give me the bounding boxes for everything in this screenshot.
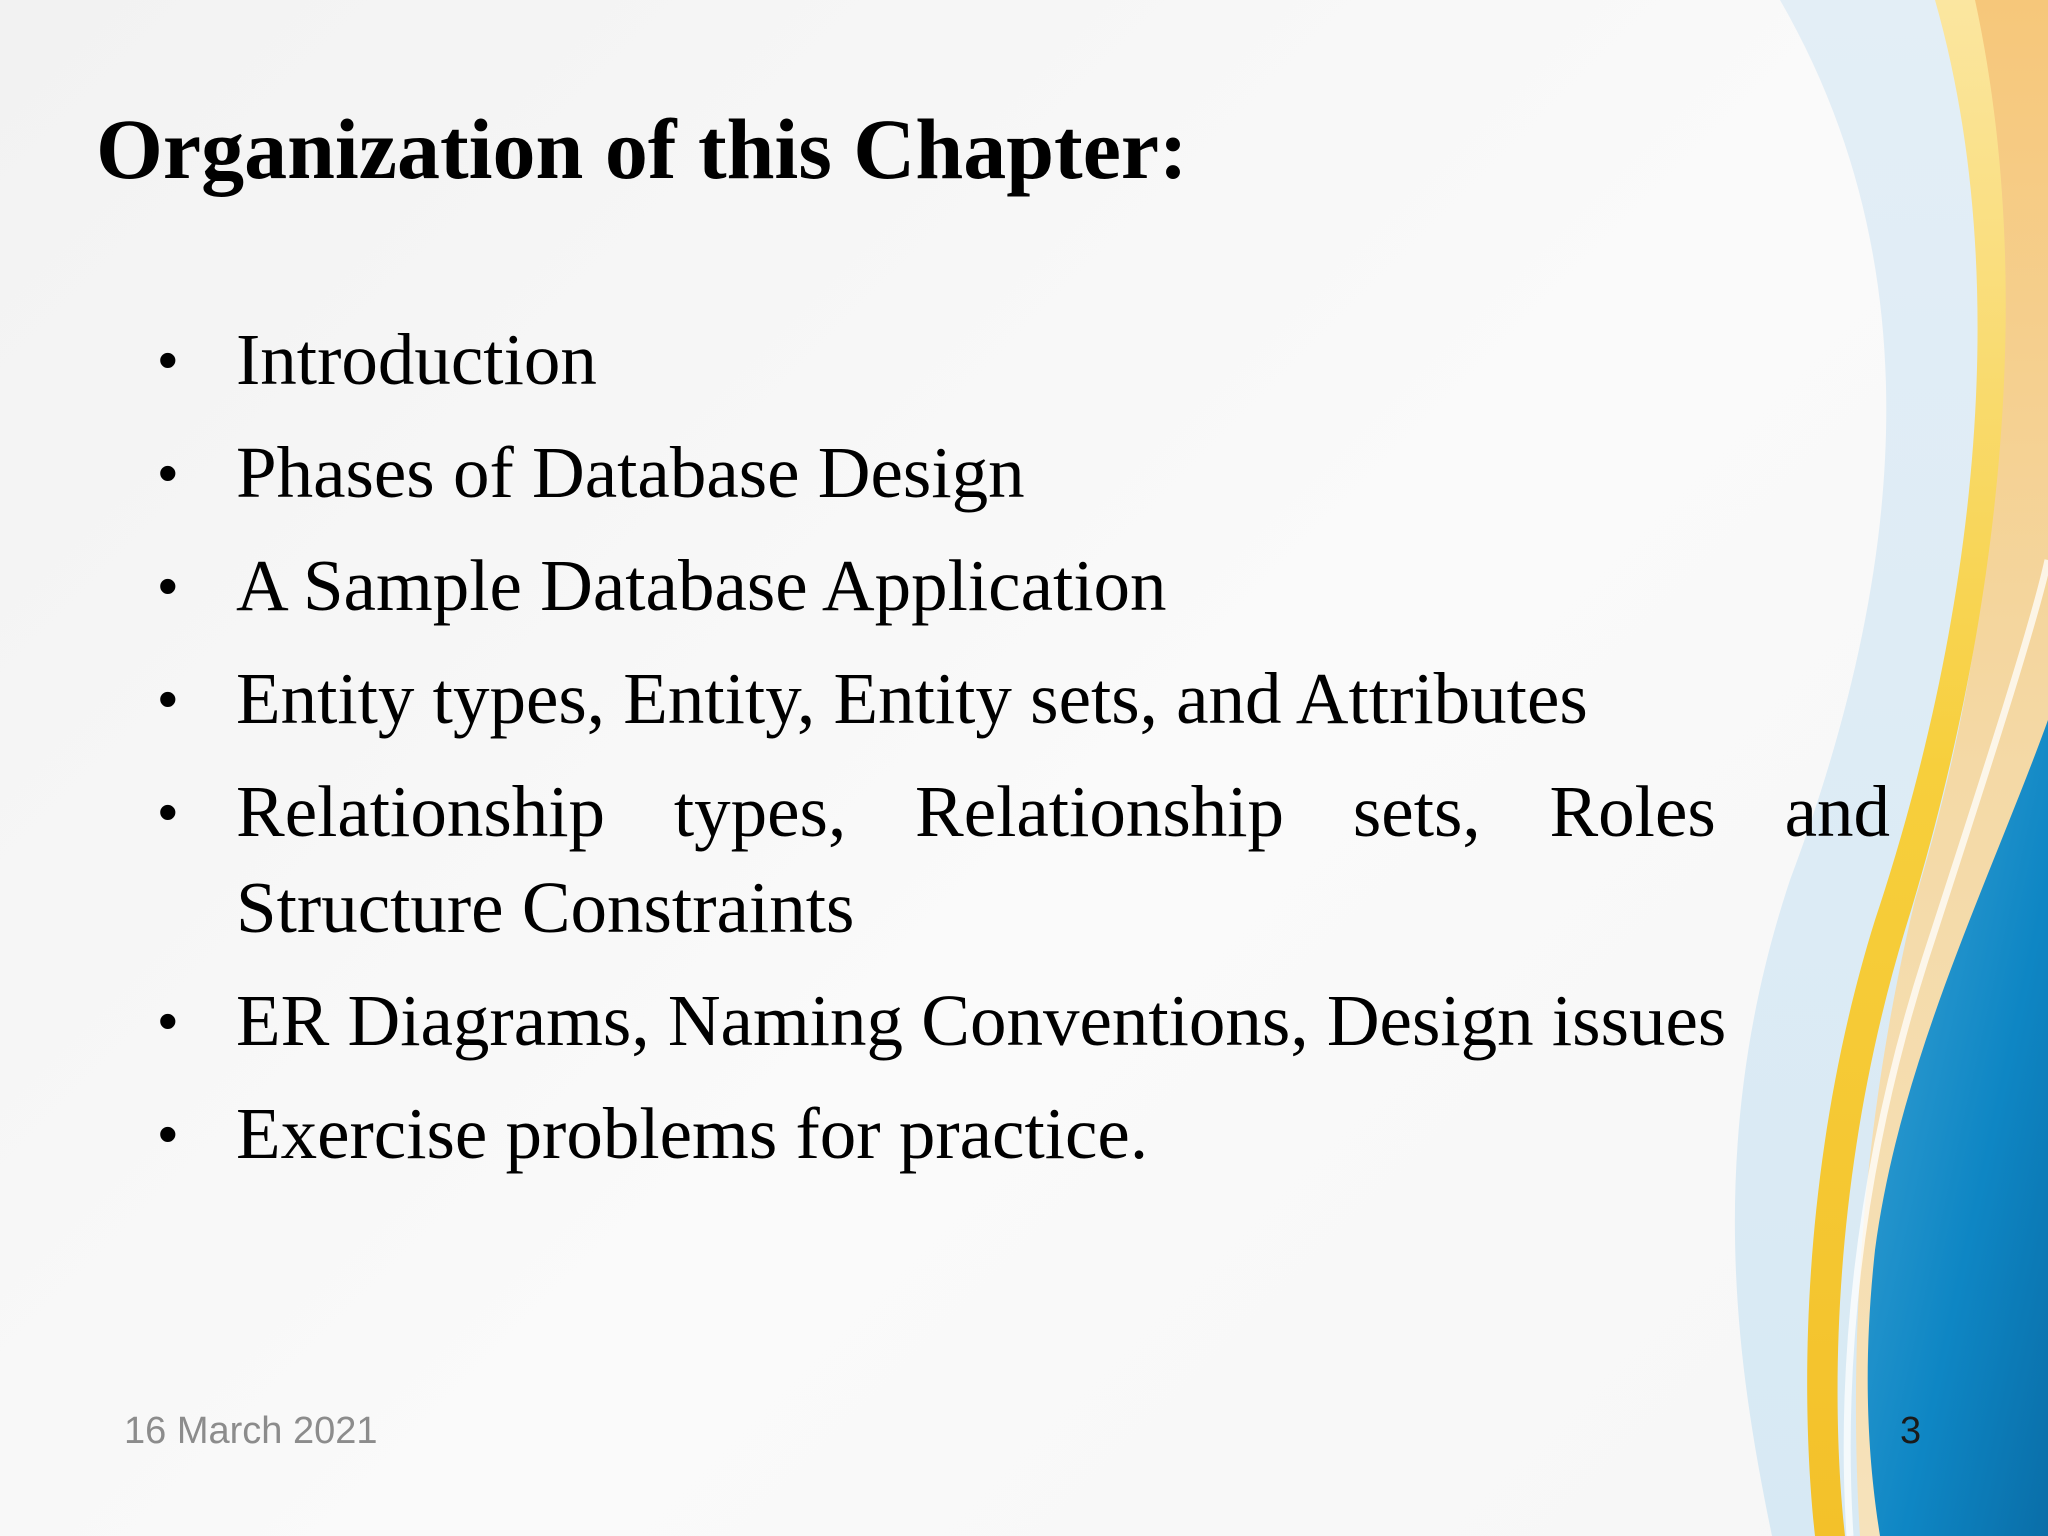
bullet-text: Exercise problems for practice.	[236, 1093, 1149, 1174]
bullet-list	[158, 312, 1890, 1199]
bullet-point-icon: •	[158, 441, 178, 504]
bullet-item-relationship-types	[158, 764, 1890, 956]
bullet-text: A Sample Database Application	[236, 545, 1167, 626]
bullet-point-icon: •	[158, 1102, 178, 1165]
bullet-point-icon: •	[158, 989, 178, 1052]
footer-date: 16 March 2021	[124, 1410, 378, 1452]
bullet-item-er-diagrams	[158, 973, 1890, 1069]
bullet-item-sample-application	[158, 538, 1890, 634]
bullet-point-icon: •	[158, 328, 178, 391]
bullet-item-entity-types	[158, 651, 1890, 747]
bullet-item-exercise-problems	[158, 1086, 1890, 1182]
bullet-text: Entity types, Entity, Entity sets, and Attributes	[236, 658, 1588, 739]
bullet-text: Phases of Database Design	[236, 432, 1025, 513]
bullet-point-icon: •	[158, 667, 178, 730]
slide-number: 3	[1900, 1410, 1922, 1452]
bullet-text: Introduction	[236, 319, 597, 400]
bullet-point-icon: •	[158, 554, 178, 617]
slide-title: Organization of this Chapter:	[96, 101, 1188, 197]
bullet-item-introduction	[158, 312, 1890, 408]
bullet-text: ER Diagrams, Naming Conventions, Design issues	[236, 980, 1727, 1061]
bullet-point-icon: •	[158, 780, 178, 843]
bullet-text: Relationship types, Relationship sets, Roles and Structure Constraints	[236, 771, 1890, 948]
bullet-item-phases	[158, 425, 1890, 521]
